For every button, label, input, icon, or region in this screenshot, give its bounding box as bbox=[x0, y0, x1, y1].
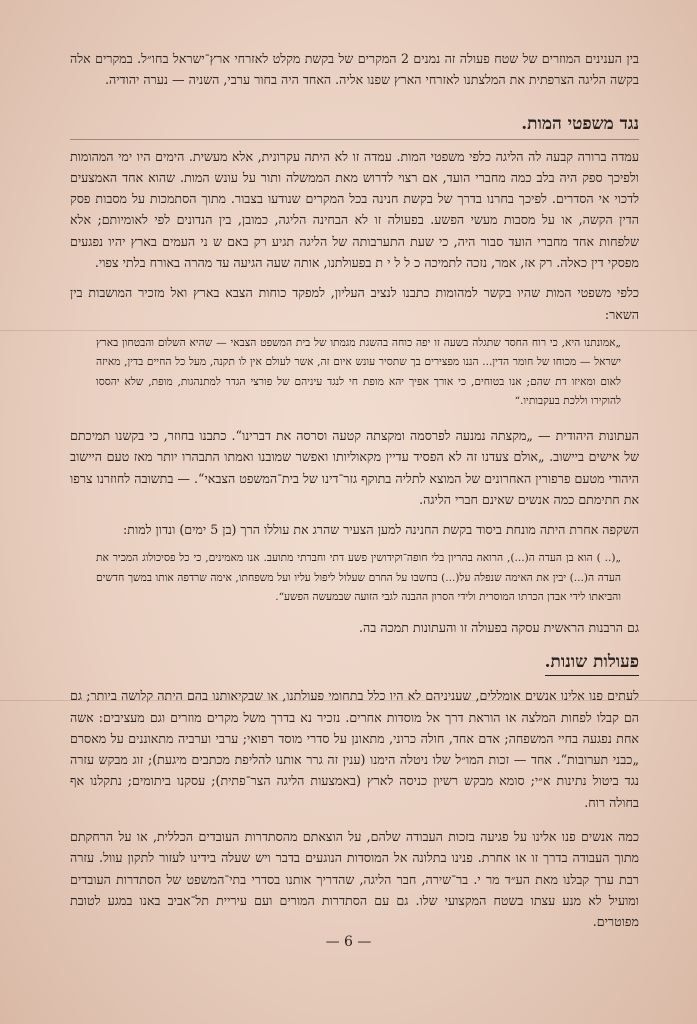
death-penalty-paragraph: עמדה ברורה קבעה לה הליגה כלפי משפטי המות. עמדה זו לא היתה עקרונית, אלא מעשית. הימים היו ימי המהומות ולפיכך ספק היה בלב כמה מחברי הועד, אם רצוי לדרוש מאת הממשלה ותור על עונש המות. שהוא אחד האמצעים לדכוי אי הסדרים. לפיכך בחרנו בדרך של בקשת חנינה בכל המקרים שנודעו בצבור. מתוך הסתמכות על מסבות פסק הדין הקשה, או על מסבות מעשי הפשע. בפעולה זו לא הבחינה הליגה, כמובן, בין הנדונים לפי לאומיותם; אלא שלפחות אחד מחברי הועד סבור היה, כי שעת התערבותה של הליגה תגיע רק באם ש ני העמים בארץ יהיו נפגעים מפסקי דין כאלה. רק אז, אמר, נזכה לתמיכה כ ל ל י ת בפעולתנו, אותה שעה הגיעה עד מהרה באורח בלתי צפוי. bbox=[70, 148, 639, 271]
letter-quote: „אמונתנו היא, כי רוח החסד שתגלה בשעה זו יפה כוחה בהשגת מגמתו של בית המשפט הצבאי — שהיא השלום והבטחון בארץ ישראל — מכוחו של חומר הדין... הננו מפצירים בך שתסיר עונש איום זה, אשר לעולם אין לו תקנה, מעל כל החיים בדין, מאיזה לאום ומאיזו דת שהם; אנו בטוחים, כי אורך אפיך יהא מופת חי לנגד עיניהם של פורצי הגדר למתנהגות, מופת, שלא יהססו להוקירו וללכת בעקבותיו.“ bbox=[96, 336, 621, 408]
letter-intro-paragraph: כלפי משפטי המות שהיו בקשר למהומות כתבנו לנציב העליון, למפקד כוחות הצבא בארץ ואל מזכיר המושבות בין השאר: bbox=[70, 285, 639, 322]
section-death-penalty bbox=[70, 111, 639, 140]
youth-case-paragraph: השקפה אחרת היתה מונחת ביסוד בקשת החנינה למען הצעיר שהרג את עוללו הרך (בן 5 ימים) ונדון למות: bbox=[123, 522, 639, 538]
heading-rule bbox=[70, 139, 639, 140]
rabbinate-paragraph: גם הרבנות הראשית עסקה בפעולה זו והעתונות תמכה בה. bbox=[359, 619, 639, 635]
intro-paragraph: בין הענינים המוזרים של שטח פעולה זה נמנים 2 המקרים של בקשת מקלט לאזרחי ארץ־ישראל בחו״ל. במקרים אלה בקשה הליגה הצרפתית את המלצתנו לאזרחי הארץ שפנו אליה. האחד היה בחור ערבי, השניה — נערה יהודיה. bbox=[70, 51, 639, 88]
section-heading: פעולות שונות. bbox=[545, 650, 639, 676]
youth-case-quote: „(.. ) הוא בן העדה ה(...), הרואה בהריון בלי חופה־וקידושין פשע דתי וחברתי מתועב. אנו מאמינים, כי כל פסיכולוג המכיר את העדה ה(...) יבין את האימה שנפלה על(...) בחשבו על החרם שעלול ליפול עליו ועל משפחתו, אימה שרדפה אותו במשך חדשים והביאתו לידי אבדן הכרתו המוסרית ולידי הסרון ההבנה לגבי הזועה שבמעשה הפשע“. bbox=[96, 552, 621, 604]
page-number: — 6 — bbox=[325, 934, 372, 950]
labor-paragraph: כמה אנשים פנו אלינו על פגיעה בזכות העבודה שלהם, על הוצאתם מהסתדרות העובדים הכללית, או על הרחקתם מתוך העבודה בדרך זו או אחרת. פנינו בתלונה אל המוסדות הנוגעים בדבר ויש שעלה בידינו לעזור לתקון עוול. עזרה רבת ערך קבלנו מאת הע״ד מר י. בר־שירה, חבר הליגה, שהדריך אותנו בסדרי בתי־המשפט של הסתדרות העובדים ומועיל לא מנע עצתו בשטח המקצועי שלו. גם עם הסתדרות המורים ועם עיריית תל־אביב באנו במגע לטובת מפוטרים. bbox=[70, 829, 639, 930]
misc-paragraph: לעתים פנו אלינו אנשים אומללים, שעניניהם לא היו כלל בתחומי פעולתנו, או שבקיאותנו בהם היתה קלושה ביותר; גם הם קבלו לפחות המלצה או הוראת דרך אל מוסדות אחרים. נזכיר נא בדרך משל מקרים מוזרים וגם מעציבים: אשה אחת נפגעה בחיי המשפחה; אדם אחד, חולה כרוני, מתאונן על סדרי מוסד רפואי; ערבי וערביה מתאוננים על מאסרם „כבני תערובות“. אחד — זכות המו״ל שלו ניטלה הימנו (ענין זה גרר אותנו להליפת מכתבים מיגעת); זוג מבקש עזרה נגד ביטול נתינות א״י; סומא מבקש רשיון כניסה לארץ (באמצעות הליגה הצר־פתית); עסקנו ביתומים; נתקלנו אף בחולה רוח. bbox=[70, 688, 639, 810]
section-misc bbox=[70, 650, 639, 676]
press-paragraph: העתונות היהודית — „מקצתה נמנעה לפרסמה ומקצתה קטעה וסרסה את דברינו“. כתבנו בחוזר, כי בקשנו תמיכתם של אישים ביישוב. „אולם צעדנו זה לא הפסיד עדיין מקאוליותו ואפשר שמובנו ואמתו התבהרו יותר מאז טעם היישוב היהודי מטעם פרפורין האחרונים של המוצא לתליה בתוקף גזר־דינו של בית־המשפט הצבאי“. — בתשובה לחוזרנו צרפו את חתימתם כמה אנשים שאינם חברי הליגה. bbox=[70, 427, 639, 507]
section-heading: נגד משפטי המות. bbox=[521, 113, 639, 134]
